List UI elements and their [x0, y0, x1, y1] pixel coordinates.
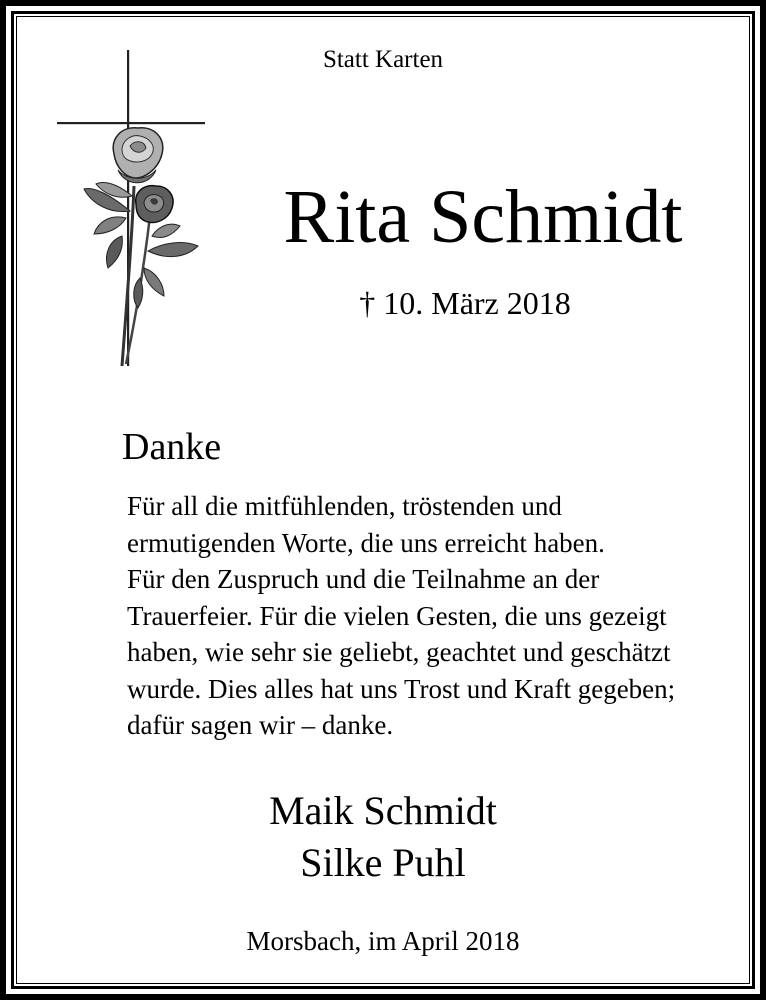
- place-and-date: Morsbach, im April 2018: [246, 926, 520, 956]
- thanks-heading: Danke: [122, 426, 222, 468]
- message-line: wurde. Dies alles hat uns Trost und Kraft gegeben;: [127, 673, 676, 704]
- thanks-message: [127, 488, 727, 744]
- message-line: haben, wie sehr sie geliebt, geachtet und geschätzt: [127, 637, 671, 667]
- header-text: Statt Karten: [322, 46, 444, 73]
- cross-with-roses-icon: [52, 46, 212, 371]
- deceased-name: Rita Schmidt: [283, 175, 683, 259]
- message-line: dafür sagen wir – danke.: [127, 710, 394, 740]
- signatory-name: Maik Schmidt: [269, 788, 497, 833]
- message-line: Für den Zuspruch und die Teilnahme an der: [127, 564, 600, 594]
- signatories: [220, 785, 546, 889]
- signatory-name: Silke Puhl: [300, 840, 466, 885]
- message-line: ermutigenden Worte, die uns erreicht haben.: [127, 527, 605, 558]
- message-line: Trauerfeier. Für die vielen Gesten, die uns gezeigt: [127, 600, 667, 631]
- message-line: Für all die mitfühlenden, tröstenden und: [127, 491, 562, 521]
- death-date: † 10. März 2018: [359, 285, 571, 321]
